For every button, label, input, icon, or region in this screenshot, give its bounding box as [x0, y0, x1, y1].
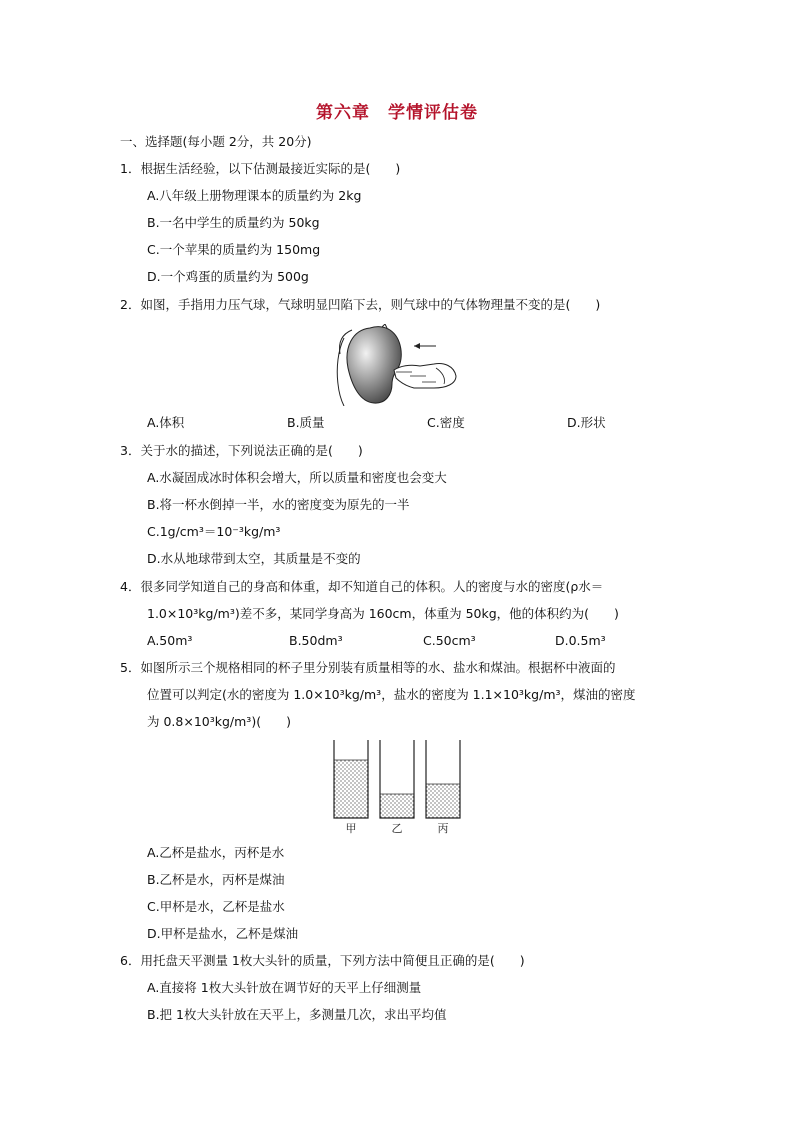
question-3-option-d: D.水从地球带到太空，其质量是不变的: [147, 551, 361, 566]
question-3-option-a: A.水凝固成冰时体积会增大，所以质量和密度也会变大: [147, 470, 447, 485]
balloon-press-figure: [330, 324, 460, 406]
question-4-option-c: C.50cm³: [423, 633, 476, 648]
question-2-option-b: B.质量: [287, 415, 325, 430]
question-6-option-b: B.把 1枚大头针放在天平上，多测量几次，求出平均值: [147, 1007, 447, 1022]
question-6-option-a: A.直接将 1枚大头针放在调节好的天平上仔细测量: [147, 980, 422, 995]
cup-label-yi: 乙: [391, 822, 403, 835]
question-3-option-b: B.将一杯水倒掉一半，水的密度变为原先的一半: [147, 497, 410, 512]
question-2-option-c: C.密度: [427, 415, 465, 430]
cup-jia: [334, 740, 368, 818]
question-5-option-c: C.甲杯是水，乙杯是盐水: [147, 899, 285, 914]
question-2-option-a: A.体积: [147, 415, 185, 430]
cup-label-jia: 甲: [345, 822, 357, 835]
question-2-option-d: D.形状: [567, 415, 606, 430]
three-cups-figure: [326, 738, 466, 838]
question-2-stem: 2．如图，手指用力压气球，气球明显凹陷下去，则气球中的气体物理量不变的是( ): [120, 297, 601, 312]
cup-yi: [380, 740, 414, 818]
question-1-option-b: B.一名中学生的质量约为 50kg: [147, 215, 320, 230]
question-4-option-a: A.50m³: [147, 633, 193, 648]
question-1-option-c: C.一个苹果的质量约为 150mg: [147, 242, 321, 257]
question-1-option-d: D.一个鸡蛋的质量约为 500g: [147, 269, 309, 284]
question-3-option-c: C.1g/cm³＝10⁻³kg/m³: [147, 524, 281, 539]
question-5-stem-line-1: 5．如图所示三个规格相同的杯子里分别装有质量相等的水、盐水和煤油。根据杯中液面的: [120, 660, 616, 675]
question-5-option-d: D.甲杯是盐水，乙杯是煤油: [147, 926, 299, 941]
page-title: 第六章 学情评估卷: [316, 103, 478, 123]
cup-bing: [426, 740, 460, 818]
question-5-stem-line-2: 位置可以判定(水的密度为 1.0×10³kg/m³，盐水的密度为 1.1×10³kg/m³，煤油的密度: [147, 687, 636, 702]
question-5-option-b: B.乙杯是水，丙杯是煤油: [147, 872, 285, 887]
question-6-stem: 6．用托盘天平测量 1枚大头针的质量，下列方法中简便且正确的是( ): [120, 953, 525, 968]
question-1-option-a: A.八年级上册物理课本的质量约为 2kg: [147, 188, 362, 203]
question-1-stem: 1．根据生活经验，以下估测最接近实际的是( ): [120, 161, 401, 176]
question-5-stem-line-3: 为 0.8×10³kg/m³)( ): [147, 714, 291, 729]
question-4-stem-line-1: 4．很多同学知道自己的身高和体重，却不知道自己的体积。人的密度与水的密度(ρ水＝: [120, 579, 604, 594]
question-5-option-a: A.乙杯是盐水，丙杯是水: [147, 845, 285, 860]
question-4-stem-line-2: 1.0×10³kg/m³)差不多，某同学身高为 160cm，体重为 50kg，他的体积约为( ): [147, 606, 619, 621]
question-4-option-b: B.50dm³: [289, 633, 343, 648]
question-3-stem: 3．关于水的描述，下列说法正确的是( ): [120, 443, 363, 458]
section-heading: 一、选择题(每小题 2分，共 20分): [120, 134, 312, 149]
question-4-option-d: D.0.5m³: [555, 633, 606, 648]
cup-label-bing: 丙: [437, 822, 449, 835]
